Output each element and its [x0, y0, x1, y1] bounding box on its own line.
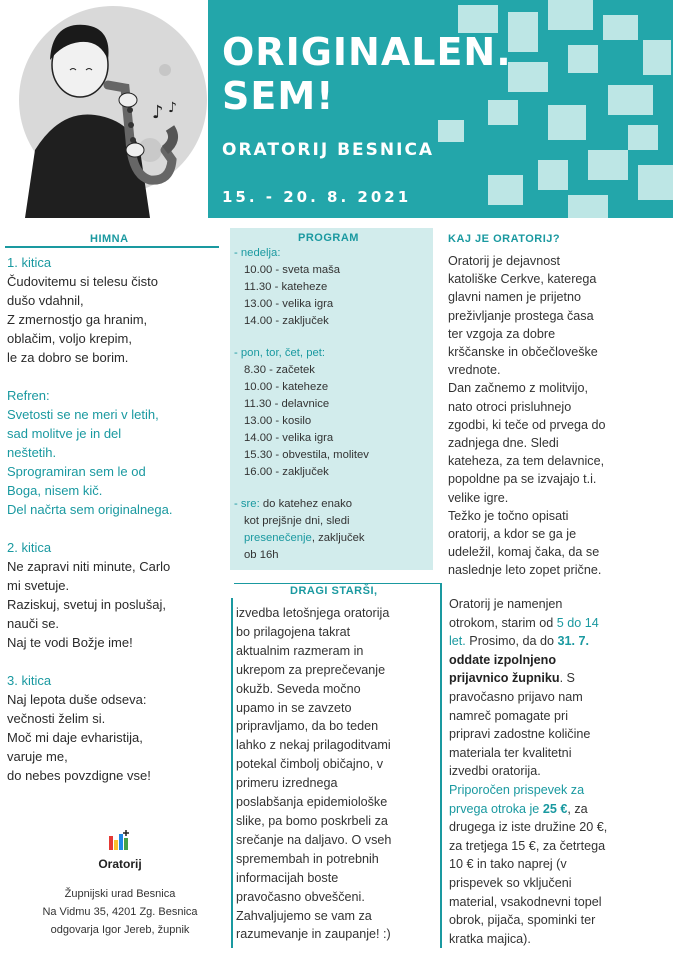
- signup-age-prefix: otrokom, starim od: [449, 615, 557, 630]
- signup-age-suffix: let.: [449, 634, 466, 649]
- about-line: preživljanje prostega časa: [448, 308, 594, 323]
- about-line: Oratorij je dejavnost: [448, 254, 560, 268]
- parents-line: upamo in se zavzeto: [236, 700, 352, 715]
- about-line: kateheza, za tem delavnice,: [448, 454, 605, 469]
- verse1-label: 1. kitica: [7, 255, 52, 270]
- signup-deadline: 31. 7.: [557, 634, 590, 649]
- hymn-text: [7, 253, 222, 785]
- logo-text: Oratorij: [98, 857, 142, 871]
- parents-text: [236, 604, 440, 944]
- title-line-1: ORIGINALEN.: [222, 30, 512, 74]
- program-item: 11.30 - delavnice: [244, 398, 330, 410]
- signup-line-end: . S: [559, 671, 575, 686]
- about-line: popoldne pa se izvajajo t.i.: [448, 472, 597, 487]
- about-text: [448, 252, 668, 580]
- program-heading: PROGRAM: [298, 232, 359, 244]
- program-wed-line-4: ob 16h: [244, 549, 279, 561]
- fee-line: drugega iz iste družine 20 €,: [449, 820, 608, 835]
- verse-line: do nebes povzdigne vse!: [7, 768, 151, 783]
- oratorij-logo: [95, 828, 145, 871]
- verse3-label: 3. kitica: [7, 673, 52, 688]
- about-line: naslednje leto zopet prične.: [448, 563, 602, 578]
- program-wed-text: do katehez enako: [259, 498, 353, 510]
- parents-line: razumevanje in zaupanje! :): [236, 927, 391, 942]
- fee-line: 10 € in tako naprej (v: [449, 857, 567, 872]
- refrain-label: Refren:: [7, 388, 50, 403]
- about-line: Dan začnemo z molitvijo,: [448, 381, 588, 396]
- parents-rule-top: [234, 583, 440, 584]
- program-item: 10.00 - kateheze: [244, 381, 329, 393]
- parents-line: aktualnim razmeram in: [236, 643, 364, 658]
- verse2-label: 2. kitica: [7, 540, 52, 555]
- verse-line: Naj lepota duše odseva:: [7, 692, 147, 707]
- verse-line: nauči se.: [7, 616, 60, 631]
- parents-line: bo prilagojena takrat: [236, 624, 351, 639]
- parents-line: primeru izrednega: [236, 776, 338, 791]
- program-item: 8.30 - začetek: [244, 364, 315, 376]
- program-item: 10.00 - sveta maša: [244, 264, 341, 276]
- fee-amount: 25 €: [542, 801, 568, 816]
- parents-line: pripravljamo, da bo teden: [236, 719, 379, 734]
- parents-line: informacijah boste: [236, 870, 339, 885]
- parents-line: srečanje na daljavo. O vseh: [236, 832, 392, 847]
- parents-line: okužb. Seveda močno: [236, 681, 361, 696]
- page-title: [222, 30, 512, 118]
- svg-text:♪: ♪: [152, 102, 164, 123]
- hymn-heading: HIMNA: [90, 233, 129, 245]
- fee-line: obrok, pijača, spominki ter: [449, 913, 596, 928]
- program-item: 14.00 - velika igra: [244, 432, 334, 444]
- program-box: [230, 228, 433, 570]
- program-wed-label: - sre:: [234, 498, 260, 510]
- parents-line: ukrepom za preprečevanje: [236, 662, 386, 677]
- illustration-panel: [0, 0, 208, 218]
- program-surprise: presenečenje: [244, 532, 312, 544]
- signup-age-range: 5 do 14: [556, 615, 599, 630]
- about-line: udeležil, komaj čaka, da se: [448, 545, 600, 560]
- program-sunday-label: - nedelja:: [234, 247, 281, 259]
- about-line: krščanske in občečloveške: [448, 345, 598, 360]
- program-item: 15.30 - obvestila, molitev: [244, 449, 369, 461]
- program-wed-line-1: [234, 496, 352, 513]
- refrain-line: neštetih.: [7, 445, 57, 460]
- footer-line-3: odgovarja Igor Jereb, župnik: [50, 924, 190, 936]
- fee-line: za tretjega 15 €, za četrtega: [449, 838, 606, 853]
- verse-line: mi svetuje.: [7, 578, 70, 593]
- about-line: velike igre.: [448, 490, 509, 505]
- event-dates: 15. - 20. 8. 2021: [222, 188, 412, 206]
- parents-line: potekal čimbolj običajno, v: [236, 757, 384, 772]
- signup-line: namreč pomagate pri: [449, 708, 569, 723]
- verse-line: Z zmernostjo ga hranim,: [7, 312, 148, 327]
- refrain-line: Svetosti se ne meri v letih,: [7, 407, 159, 422]
- about-line: zgodbi, ki teče od prvega do: [448, 417, 606, 432]
- verse-line: varuje me,: [7, 749, 68, 764]
- signup-deadline-prefix: Prosimo, da do: [465, 634, 558, 649]
- program-item: 16.00 - zaključek: [244, 466, 329, 478]
- parents-line: spremembah in potrebnih: [236, 851, 379, 866]
- program-weekdays-label: - pon, tor, čet, pet:: [234, 347, 326, 359]
- about-line: vrednote.: [448, 363, 501, 378]
- signup-line: pravočasno prijavo nam: [449, 689, 583, 704]
- about-line: nato otroci prisluhnejo: [448, 399, 572, 414]
- about-line: ter vzgoja za dobre: [448, 326, 556, 341]
- about-line: oratorij, a kdor se ga je: [448, 527, 577, 542]
- signup-line: [449, 614, 671, 633]
- parents-line: poslabšanja epidemiološke: [236, 795, 388, 810]
- fee-line-end: , za: [567, 801, 588, 816]
- parents-line: pravočasno obveščeni.: [236, 889, 365, 904]
- signup-bold-line: oddate izpolnjeno: [449, 652, 557, 667]
- program-wed-line-3: [244, 530, 365, 547]
- signup-line: materiala ter kvalitetni: [449, 745, 572, 760]
- fee-line: [449, 800, 671, 819]
- refrain-line: Boga, nisem kič.: [7, 483, 103, 498]
- verse-line: Ne zapravi niti minute, Carlo: [7, 559, 171, 574]
- footer-line-1: Župnijski urad Besnica: [64, 888, 176, 900]
- fee-first-child: prvega otroka je: [449, 801, 543, 816]
- fee-line: material, vsakodnevni topel: [449, 894, 602, 909]
- refrain-line: sad molitve je in del: [7, 426, 122, 441]
- svg-text:♪: ♪: [168, 100, 177, 116]
- verse-line: večnosti želim si.: [7, 711, 106, 726]
- parents-line: lahko z nekaj prilagoditvami: [236, 738, 391, 753]
- verse-line: oblačim, voljo krepim,: [7, 331, 132, 346]
- refrain-line: Del načrta sem originalnega.: [7, 502, 173, 517]
- about-line: glavni namen je prijetno: [448, 290, 582, 305]
- program-item: 11.30 - kateheze: [244, 281, 328, 293]
- program-item: 13.00 - velika igra: [244, 298, 334, 310]
- verse-line: Čudovitemu si telesu čisto: [7, 274, 159, 289]
- verse-line: le za dobro se borim.: [7, 350, 129, 365]
- program-wed-end: , zaključek: [311, 532, 365, 544]
- fee-line: prispevek so vključeni: [449, 875, 572, 890]
- title-line-2: SEM!: [222, 74, 335, 118]
- parents-line: izvedba letošnjega oratorija: [236, 606, 390, 620]
- parish-footer: [10, 885, 230, 939]
- signup-text: [449, 595, 671, 948]
- column-divider: [440, 583, 442, 948]
- verse-line: Raziskuj, svetuj in poslušaj,: [7, 597, 166, 612]
- saxophone-boy-illustration: [0, 0, 208, 218]
- refrain-line: Sprogramiran sem le od: [7, 464, 146, 479]
- signup-bold-line: prijavnico župniku: [449, 671, 560, 686]
- signup-line: izvedbi oratorija.: [449, 764, 541, 779]
- about-line: zadnjega dne. Sledi: [448, 436, 559, 451]
- program-item: 14.00 - zaključek: [244, 315, 329, 327]
- signup-line: Oratorij je namenjen: [449, 597, 563, 611]
- event-name: ORATORIJ BESNICA: [222, 140, 435, 160]
- program-wed-line-2: kot prejšnje dni, sledi: [244, 515, 350, 527]
- footer-line-2: Na Vidmu 35, 4201 Zg. Besnica: [42, 906, 198, 918]
- fee-line: kratka majica).: [449, 931, 531, 946]
- signup-line: pripravi zadostne količine: [449, 727, 591, 742]
- program-item: 13.00 - kosilo: [244, 415, 312, 427]
- parents-line: Zahvaljujemo se vam za: [236, 908, 372, 923]
- signup-line: [449, 632, 671, 651]
- verse-line: Naj te vodi Božje ime!: [7, 635, 133, 650]
- parents-rule-left: [231, 598, 233, 948]
- signup-line: [449, 669, 671, 688]
- parents-heading: DRAGI STARŠI,: [290, 585, 378, 597]
- about-line: Težko je točno opisati: [448, 508, 569, 523]
- about-line: katoliške Cerkve, katerega: [448, 272, 597, 287]
- header-banner: [208, 0, 673, 218]
- verse-line: dušo vdahnil,: [7, 293, 84, 308]
- parents-line: slike, pa bomo poskrbeli za: [236, 813, 388, 828]
- fee-line: Priporočen prispevek za: [449, 782, 585, 797]
- verse-line: Moč mi daje evharistija,: [7, 730, 143, 745]
- hymn-rule: [5, 246, 219, 248]
- about-heading: KAJ JE ORATORIJ?: [448, 233, 561, 245]
- logo-icon: [95, 828, 145, 852]
